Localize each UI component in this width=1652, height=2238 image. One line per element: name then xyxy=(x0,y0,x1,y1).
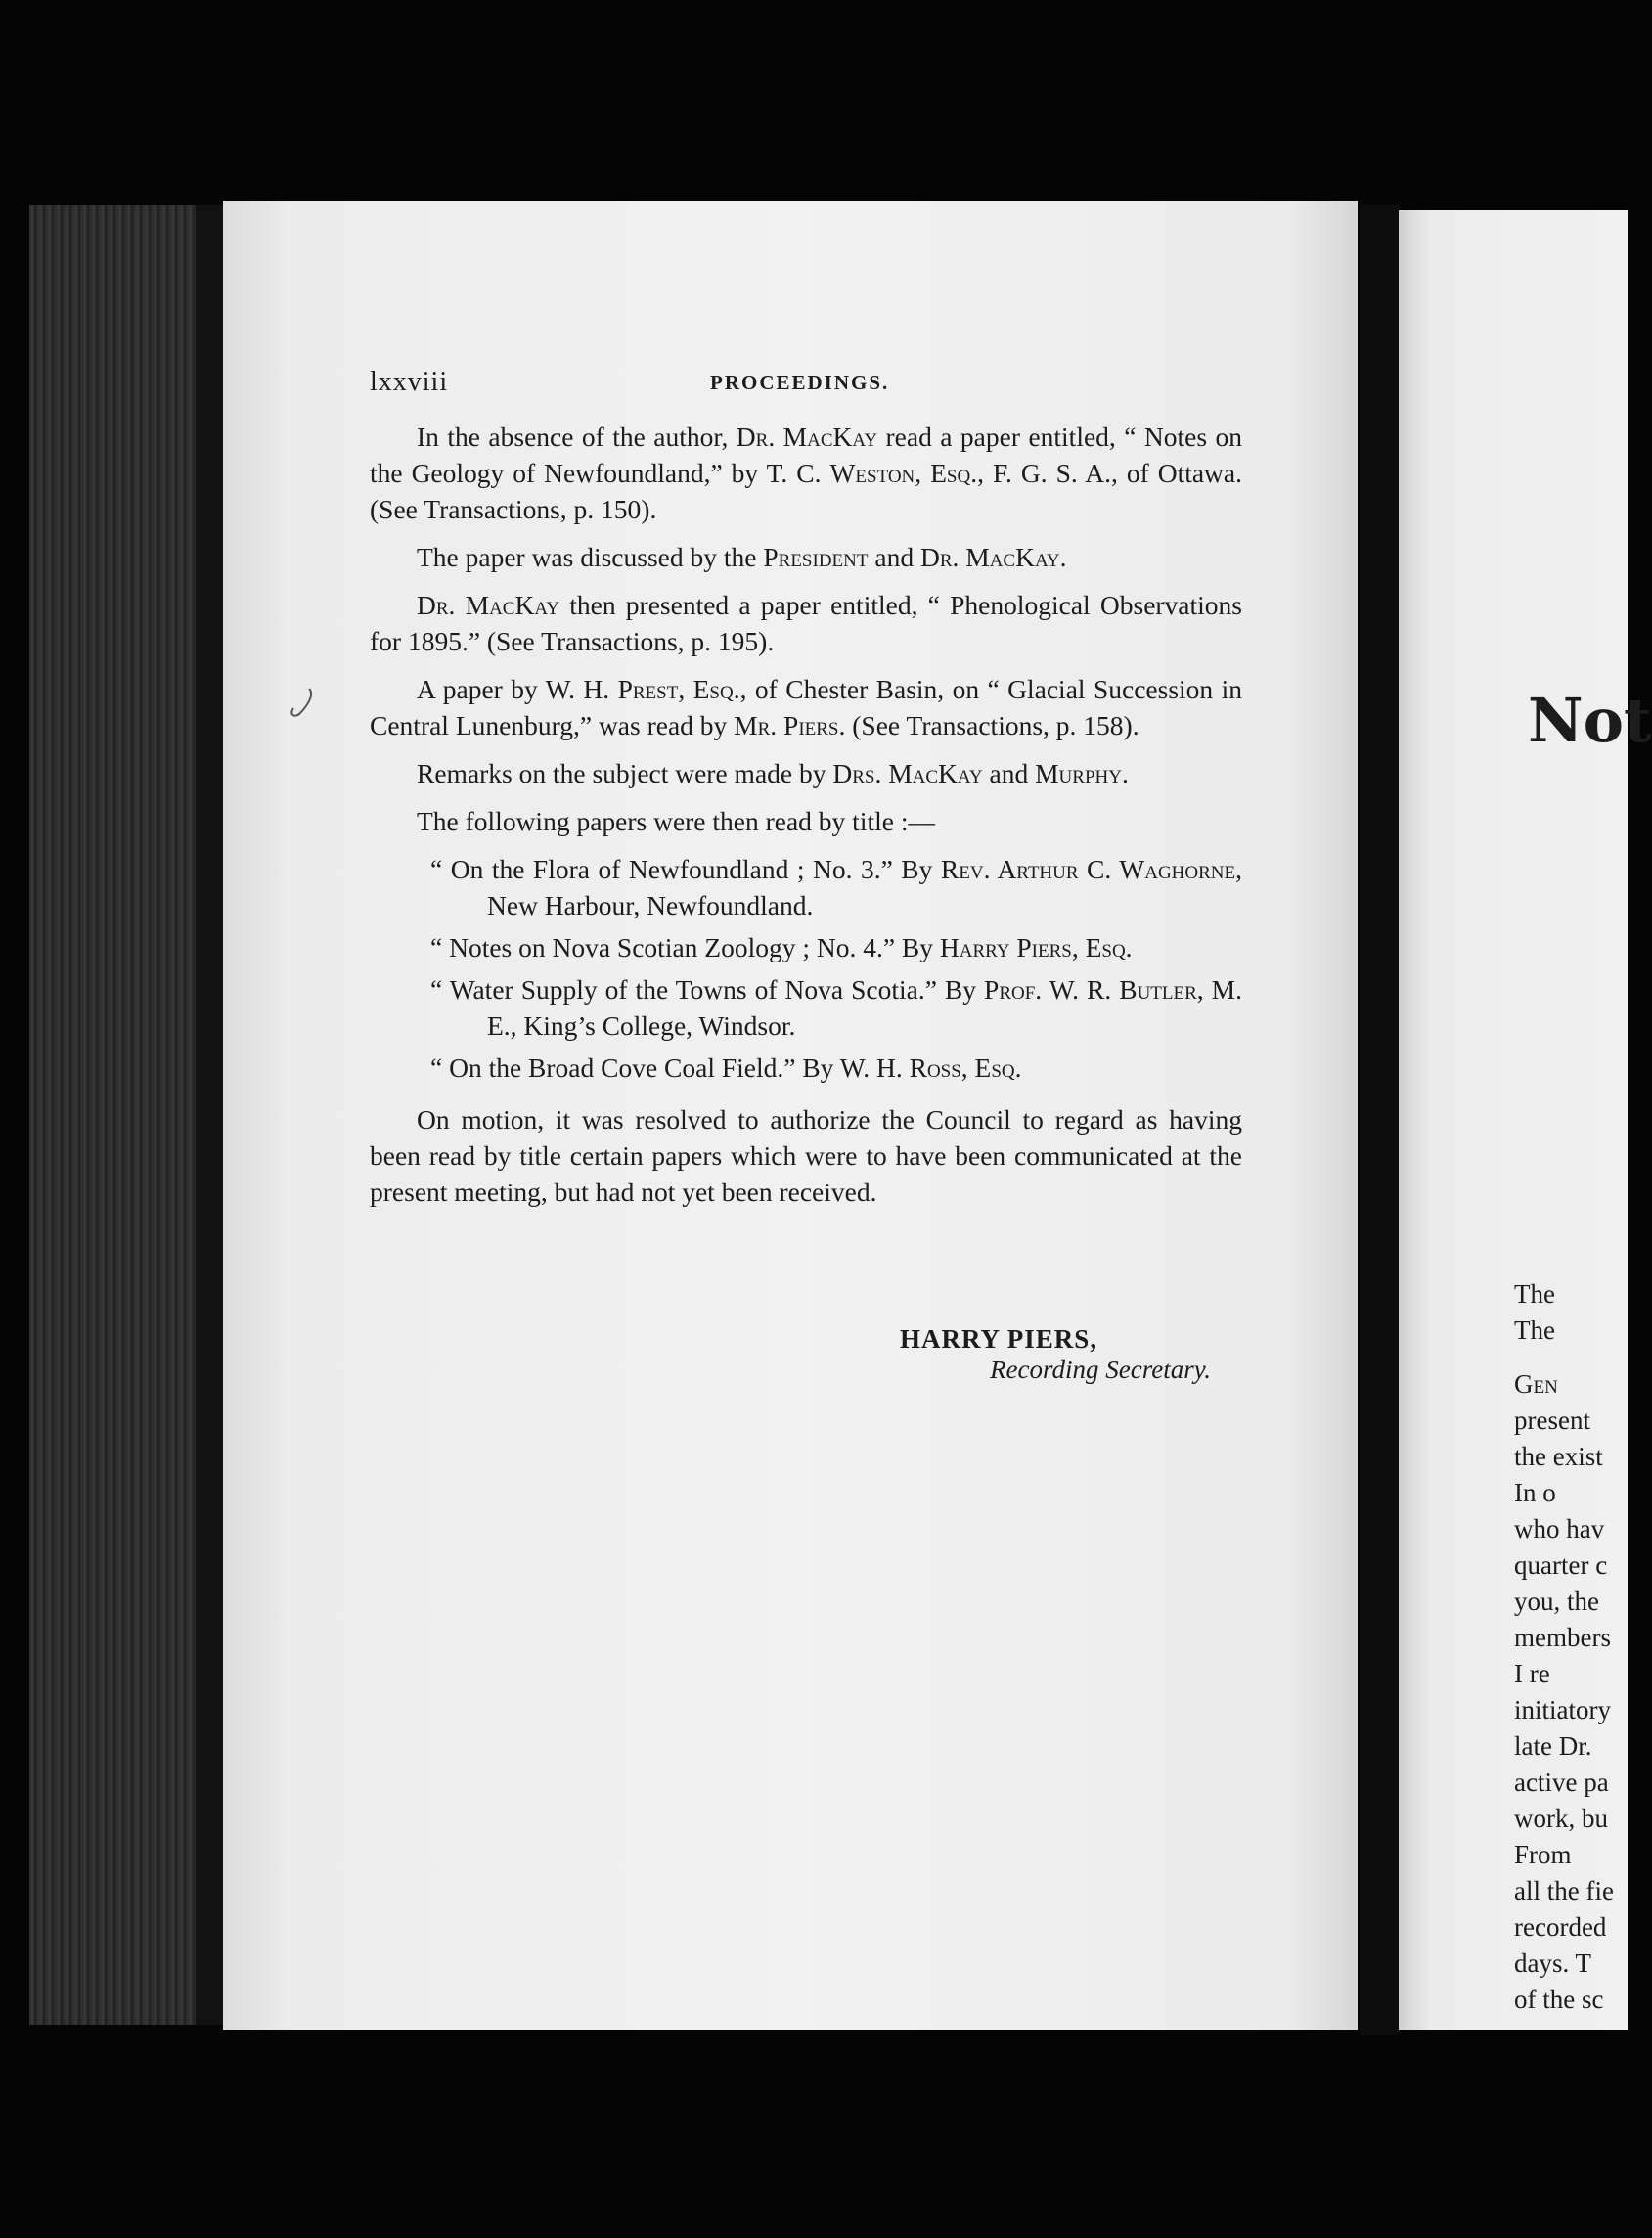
paragraph xyxy=(370,539,1242,575)
paper-affiliation: , New Harbour, Newfoundland. xyxy=(487,854,1242,920)
text-run: . xyxy=(1059,542,1067,572)
signatory-title: Recording Secretary. xyxy=(990,1355,1211,1384)
paper-title: “ Notes on Nova Scotian Zoology ; No. 4.” By xyxy=(430,932,940,962)
text-run: then presented a paper entitled, “ Phenological Observations for 1895.” (See Transactions, p. 195). xyxy=(370,590,1242,656)
list-item xyxy=(370,971,1242,1044)
paragraph: On motion, it was resolved to authorize the Council to regard as having been read by title certain papers which were to have been communicated at the present meeting, but had not yet been received. xyxy=(370,1104,1242,1207)
right-line: The xyxy=(1514,1279,1555,1309)
paragraph xyxy=(370,419,1242,527)
name-smallcaps: Dr. MacKay xyxy=(736,422,878,452)
right-line: In o xyxy=(1514,1478,1556,1507)
right-line: days. T xyxy=(1514,1948,1591,1978)
paper-affiliation: , M. E., King’s College, Windsor. xyxy=(487,974,1243,1041)
right-line: I re xyxy=(1514,1659,1550,1688)
paragraph xyxy=(370,587,1242,659)
right-line: present xyxy=(1514,1406,1590,1435)
list-item xyxy=(370,851,1242,923)
signature-block xyxy=(900,1324,1211,1385)
text-run: In the absence of the author, xyxy=(417,422,737,452)
right-page-heading: Not xyxy=(1528,685,1652,756)
text-run: and xyxy=(868,542,920,572)
name-smallcaps: Drs. MacKay xyxy=(832,758,983,788)
right-line: all the fie xyxy=(1514,1876,1614,1905)
paper-author: Rev. Arthur C. Waghorne xyxy=(940,854,1236,884)
paper-author: Harry Piers, Esq. xyxy=(939,932,1133,962)
right-line: work, bu xyxy=(1514,1804,1608,1833)
running-title: PROCEEDINGS. xyxy=(710,371,890,394)
right-page xyxy=(1399,210,1652,2030)
right-line: Gen xyxy=(1514,1369,1558,1399)
text-run: A paper by W. H. xyxy=(417,674,618,704)
text-run: , of Chester Basin, on “ Glacial Succession in Central Lunenburg,” was read by xyxy=(370,674,1242,740)
text-run: read a paper entitled, “ Notes on the Geology of Newfoundland,” by T. C. xyxy=(370,422,1243,488)
right-line: recorded xyxy=(1514,1912,1607,1942)
text-run: and xyxy=(982,758,1036,788)
running-head xyxy=(370,367,1250,406)
right-line: who hav xyxy=(1514,1514,1605,1544)
right-line: members xyxy=(1514,1623,1611,1652)
paper-title: “ On the Flora of Newfoundland ; No. 3.” By xyxy=(430,854,941,884)
paper-title: “ Water Supply of the Towns of Nova Scotia.” By xyxy=(430,974,985,1005)
paragraph: The following papers were then read by title :— xyxy=(417,806,935,836)
paragraph xyxy=(370,755,1242,791)
text-run: , F. G. S. A., of Ottawa. (See Transactions, p. 150). xyxy=(370,458,1242,524)
right-line: of the sc xyxy=(1514,1985,1604,2014)
name-smallcaps: Prest, Esq. xyxy=(617,674,740,704)
right-page-text xyxy=(1514,1276,1614,2018)
right-line: The xyxy=(1514,1316,1555,1345)
text-run: The paper was discussed by the xyxy=(417,542,764,572)
right-line: quarter c xyxy=(1514,1550,1608,1580)
list-item xyxy=(370,929,1242,965)
list-item xyxy=(370,1050,1242,1086)
right-line: the exist xyxy=(1514,1442,1603,1471)
right-line: active pa xyxy=(1514,1768,1609,1797)
paper-list xyxy=(370,851,1242,1086)
paper-title: “ On the Broad Cove Coal Field.” By W. H. xyxy=(430,1052,910,1083)
text-run: (See Transactions, p. 158). xyxy=(845,710,1139,740)
pencil-mark-icon xyxy=(286,685,319,724)
paper-author: Prof. W. R. Butler xyxy=(984,974,1197,1005)
paragraph xyxy=(370,671,1242,743)
page-number: lxxviii xyxy=(370,367,449,397)
name-smallcaps: Weston, Esq. xyxy=(829,458,978,488)
name-smallcaps: Murphy. xyxy=(1035,758,1129,788)
right-line: you, the xyxy=(1514,1587,1599,1616)
right-line: late Dr. xyxy=(1514,1731,1592,1761)
name-smallcaps: Mr. Piers. xyxy=(734,710,846,740)
text-run: Remarks on the subject were made by xyxy=(417,758,833,788)
signatory-name: HARRY PIERS, xyxy=(900,1324,1098,1354)
name-smallcaps: President xyxy=(763,542,869,572)
name-smallcaps: Dr. MacKay xyxy=(919,542,1060,572)
page-body xyxy=(370,419,1242,1222)
page-gutter xyxy=(1360,205,1399,2035)
right-line: From xyxy=(1514,1840,1572,1869)
paper-author: Ross, Esq. xyxy=(909,1052,1022,1083)
name-smallcaps: Dr. MacKay xyxy=(417,590,560,620)
right-line: initiatory xyxy=(1514,1695,1611,1724)
